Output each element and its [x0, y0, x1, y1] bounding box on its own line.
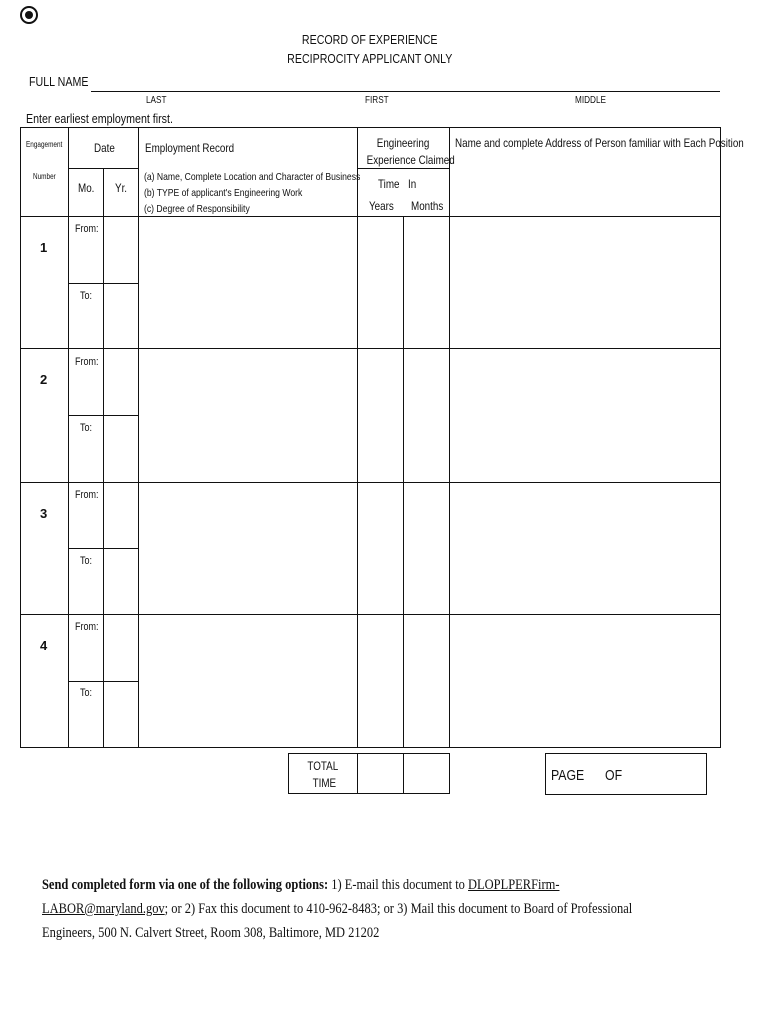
engagement-number: 1 [40, 240, 48, 255]
page-label: PAGE [551, 767, 585, 784]
from-label: From: [75, 621, 99, 633]
table-hline [68, 415, 138, 416]
table-hline [68, 548, 138, 549]
full-name-label: FULL NAME [29, 74, 89, 89]
year-header: Yr. [115, 181, 128, 195]
date-header: Date [94, 141, 115, 155]
employment-note-b: (b) TYPE of applicant's Engineering Work [144, 187, 303, 199]
engagement-number: 3 [40, 506, 48, 521]
email-link[interactable]: DLOPLPERFirm-LABOR@maryland.gov [42, 877, 560, 917]
engagement-number: 4 [40, 638, 48, 653]
instructions-text-1: 1) E-mail this document to [328, 877, 469, 893]
total-label: TOTAL [307, 759, 338, 773]
month-header: Mo. [78, 181, 95, 195]
table-vline [449, 127, 450, 748]
table-vline [138, 127, 139, 748]
table-hline [68, 283, 138, 284]
table-hline [20, 216, 721, 217]
instructions-lead: Send completed form via one of the following options: [42, 877, 329, 893]
form-title: RECORD OF EXPERIENCE [302, 32, 438, 47]
name-part-first: FIRST [365, 95, 389, 106]
radio-selected-dot-icon [25, 11, 33, 19]
experience-table [20, 127, 721, 748]
name-part-last: LAST [146, 95, 167, 106]
person-header: Name and complete Address of Person familiar with Each Position [455, 136, 744, 150]
table-vline [68, 127, 69, 748]
engagement-header: Engagement [26, 140, 63, 149]
table-vline [103, 168, 104, 748]
employment-record-header: Employment Record [145, 141, 235, 155]
name-part-middle: MIDDLE [575, 95, 606, 106]
from-label: From: [75, 223, 99, 235]
in-header: In [408, 177, 417, 191]
form-subtitle: RECIPROCITY APPLICANT ONLY [287, 51, 453, 66]
years-header: Years [369, 199, 394, 213]
instructions-text-2: ; or 2) Fax this document to 410-962-8483; or 3) Mail this document to Board of Professional Engineers, 500 N. Calvert Street, Room 308, Baltimore, MD 21202 [42, 901, 633, 941]
table-hline [68, 681, 138, 682]
table-vline [357, 127, 358, 748]
total-years-field[interactable] [358, 754, 403, 793]
table-hline [357, 168, 449, 169]
submission-instructions [42, 873, 682, 945]
experience-claimed-header: Experience Claimed [366, 153, 455, 167]
total-months-field[interactable] [404, 754, 449, 793]
table-hline [20, 348, 721, 349]
to-label: To: [80, 555, 93, 567]
time-label: TIME [312, 776, 336, 790]
table-hline [68, 168, 138, 169]
to-label: To: [80, 290, 93, 302]
table-hline [20, 614, 721, 615]
employment-note-a: (a) Name, Complete Location and Character of Business [144, 171, 361, 183]
table-hline [20, 482, 721, 483]
engagement-number-header: Number [33, 172, 56, 181]
months-header: Months [411, 199, 444, 213]
time-header: Time [378, 177, 400, 191]
of-label: OF [605, 767, 623, 784]
engineering-header: Engineering [376, 136, 430, 150]
from-label: From: [75, 489, 99, 501]
engagement-number: 2 [40, 372, 48, 387]
full-name-line[interactable] [91, 91, 720, 92]
employment-note-c: (c) Degree of Responsibility [144, 203, 250, 215]
to-label: To: [80, 422, 93, 434]
instruction-text: Enter earliest employment first. [26, 111, 173, 126]
to-label: To: [80, 687, 93, 699]
from-label: From: [75, 356, 99, 368]
